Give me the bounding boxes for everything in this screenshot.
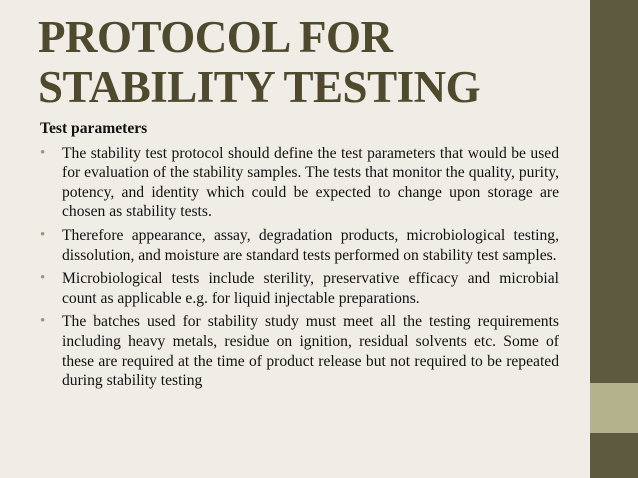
side-decor-accent xyxy=(590,383,638,433)
bullet-text: The batches used for stability study must meet all the testing requirements including heavy metals, residue on ignition, residual solvents etc. Some of these are required at the time of product release but not required to be repeated during stability testing xyxy=(62,313,559,390)
bullet-text: Therefore appearance, assay, degradation products, microbiological testing, dissolution, and moisture are standard tests performed on stability test samples. xyxy=(62,226,559,264)
bullet-dot-icon: • xyxy=(40,226,46,243)
bullet-dot-icon: • xyxy=(40,144,46,161)
subheading: Test parameters xyxy=(40,120,148,137)
bullet-dot-icon: • xyxy=(40,313,46,330)
slide-title-line-2: STABILITY TESTING xyxy=(38,62,481,112)
bullet-text: The stability test protocol should define the test parameters that would be used for evaluation of the stability samples. The tests that monitor the quality, purity, potency, and identity which could be expected to change upon storage are chosen as stability tests. xyxy=(62,144,559,221)
bullet-text: Microbiological tests include sterility, preservative efficacy and microbial count as applicable e.g. for liquid injectable preparations. xyxy=(62,270,559,307)
slide-title xyxy=(38,12,578,112)
slide-body xyxy=(40,119,559,395)
slide-title-line-1: PROTOCOL FOR xyxy=(38,12,393,62)
bullet-item xyxy=(40,226,559,265)
bullet-item xyxy=(40,144,559,222)
bullet-item xyxy=(40,269,559,308)
bullet-item xyxy=(40,312,559,390)
bullet-list xyxy=(40,144,559,391)
bullet-dot-icon: • xyxy=(40,270,46,287)
